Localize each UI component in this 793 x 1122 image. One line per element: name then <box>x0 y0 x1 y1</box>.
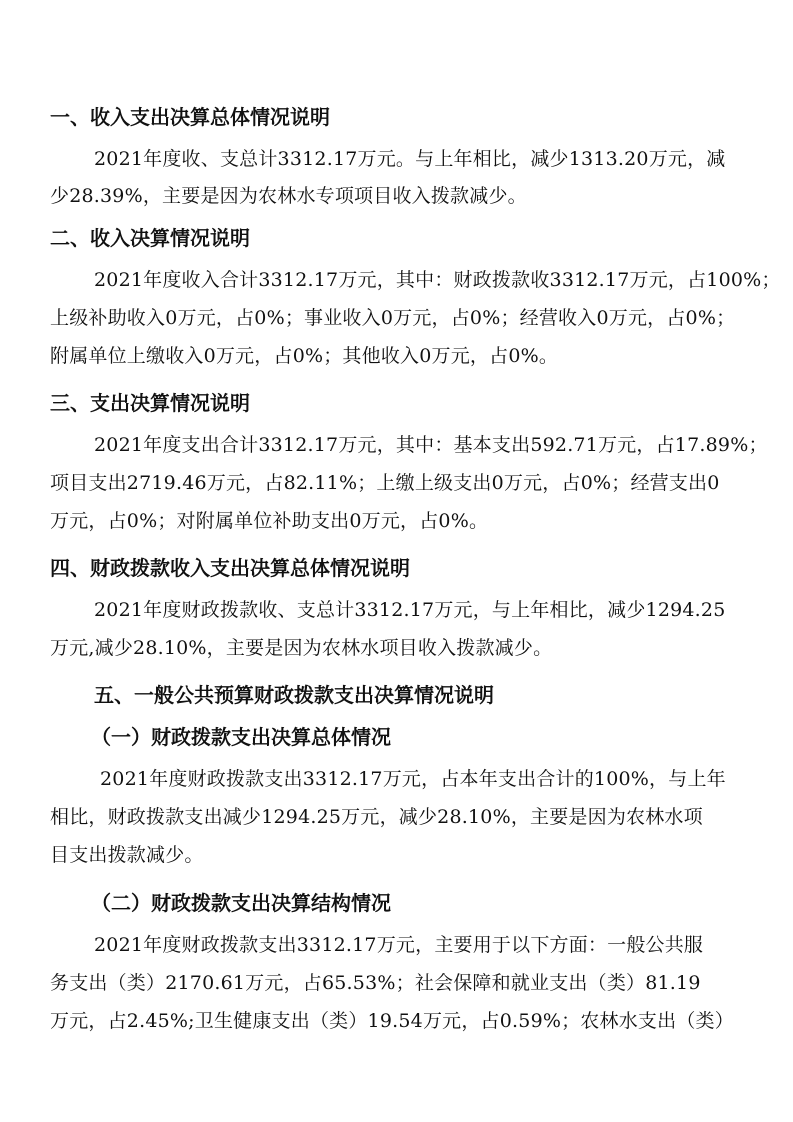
section-1-line-1: 2021年度收、支总计3312.17万元。与上年相比，减少1313.20万元，减 <box>94 148 726 170</box>
subsection-5-1-line-3: 目支出拨款减少。 <box>50 844 204 866</box>
subsection-5-2-line-2: 务支出（类）2170.61万元，占65.53%；社会保障和就业支出（类）81.19 <box>50 972 701 994</box>
section-2-heading: 二、收入决算情况说明 <box>50 226 250 250</box>
section-5-heading: 五、一般公共预算财政拨款支出决算情况说明 <box>94 683 494 707</box>
section-3-line-3: 万元，占0%；对附属单位补助支出0万元，占0%。 <box>50 510 489 532</box>
section-3-line-1: 2021年度支出合计3312.17万元，其中：基本支出592.71万元，占17.89%； <box>94 434 768 456</box>
subsection-5-2-line-3: 万元，占2.45%;卫生健康支出（类）19.54万元，占0.59%；农林水支出（类） <box>50 1010 734 1032</box>
section-1-line-2: 少28.39%，主要是因为农林水专项项目收入拨款减少。 <box>50 185 527 207</box>
subsection-5-1-line-1: 2021年度财政拨款支出3312.17万元，占本年支出合计的100%，与上年 <box>100 768 726 790</box>
section-2-line-2: 上级补助收入0万元，占0%；事业收入0万元，占0%；经营收入0万元，占0%； <box>50 307 736 329</box>
section-2-line-1: 2021年度收入合计3312.17万元，其中：财政拨款收3312.17万元，占100%； <box>94 269 781 291</box>
subsection-5-1-line-2: 相比，财政拨款支出减少1294.25万元，减少28.10%，主要是因为农林水项 <box>50 806 703 828</box>
section-3-line-2: 项目支出2719.46万元，占82.11%；上缴上级支出0万元，占0%；经营支出0 <box>50 472 720 494</box>
section-3-heading: 三、支出决算情况说明 <box>50 391 250 415</box>
section-4-line-2: 万元,减少28.10%，主要是因为农林水项目收入拨款减少。 <box>50 637 553 659</box>
section-2-line-3: 附属单位上缴收入0万元，占0%；其他收入0万元，占0%。 <box>50 345 559 367</box>
section-4-heading: 四、财政拨款收入支出决算总体情况说明 <box>50 556 410 580</box>
subsection-5-1-heading: （一）财政拨款支出决算总体情况 <box>91 725 391 749</box>
subsection-5-2-heading: （二）财政拨款支出决算结构情况 <box>91 891 391 915</box>
subsection-5-2-line-1: 2021年度财政拨款支出3312.17万元，主要用于以下方面：一般公共服 <box>94 934 704 956</box>
section-4-line-1: 2021年度财政拨款收、支总计3312.17万元，与上年相比，减少1294.25 <box>94 599 726 621</box>
section-1-heading: 一、收入支出决算总体情况说明 <box>50 105 330 129</box>
